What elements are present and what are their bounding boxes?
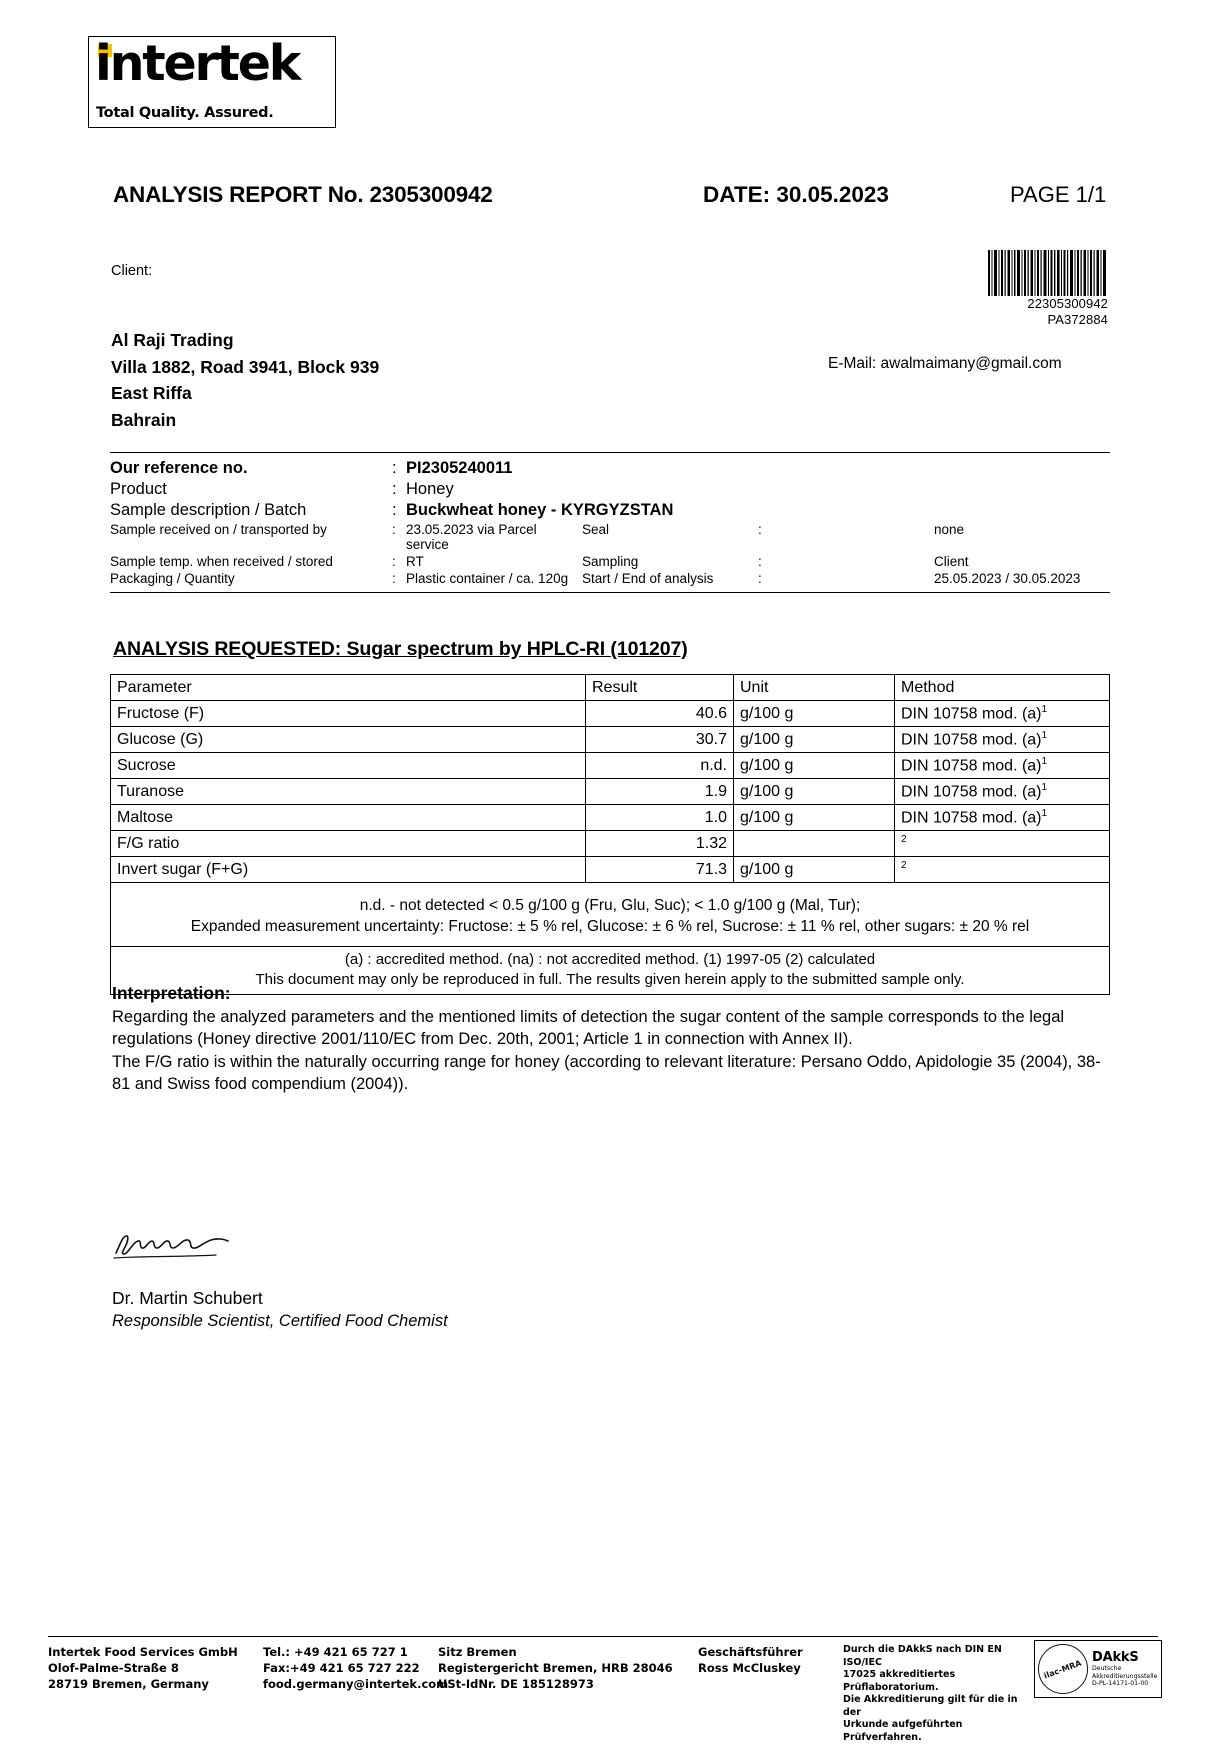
client-name: Al Raji Trading — [111, 330, 234, 350]
sampling-label: Sampling — [582, 554, 639, 569]
footer-registration — [438, 1644, 698, 1744]
footer-contact — [263, 1644, 449, 1744]
sample-description-value: Buckwheat honey - KYRGYZSTAN — [406, 501, 674, 519]
footer-company-street: Olof-Palme-Straße 8 — [48, 1661, 179, 1675]
footer-fax: Fax:+49 421 65 727 222 — [263, 1661, 420, 1675]
report-date: DATE: 30.05.2023 — [703, 182, 889, 207]
client-label: Client: — [111, 263, 153, 279]
row-method-sup: 2 — [901, 859, 907, 871]
footer-accreditation-text — [843, 1644, 1018, 1744]
interpretation-paragraph-1: Regarding the analyzed parameters and the mentioned limits of detection the sugar content of the sample corresponds to the legal regulations (Honey directive 2001/110/EC from Dec. 20th, 2001; Article 1 in connection with Annex II). — [112, 1008, 1065, 1049]
barcode-block — [988, 250, 1108, 328]
ilac-mra-icon — [1038, 1644, 1088, 1694]
seal-value: none — [934, 522, 965, 537]
interpretation-title: Interpretation: — [112, 983, 231, 1003]
row-method-sup: 1 — [1041, 729, 1048, 741]
footer-tel: Tel.: +49 421 65 727 1 — [263, 1645, 408, 1659]
packaging-value: Plastic container / ca. 120g — [406, 571, 569, 586]
page-footer — [48, 1644, 1163, 1744]
sample-description-label: Sample description / Batch — [110, 501, 307, 519]
note-methods: (a) : accredited method. (na) : not accredited method. (1) 1997-05 (2) calculated — [111, 946, 1109, 970]
colon-3: : — [392, 501, 397, 519]
footer-email[interactable]: food.germany@intertek.com — [263, 1677, 449, 1691]
table-row — [111, 779, 1110, 805]
temp-label: Sample temp. when received / stored — [110, 554, 333, 569]
row-parameter: Fructose (F) — [111, 701, 586, 727]
footer-accreditation-line3: Die Akkreditierung gilt für die in der — [843, 1694, 1018, 1718]
intertek-logo — [88, 36, 336, 128]
reference-table — [110, 458, 1110, 587]
colon-2: : — [392, 480, 397, 498]
row-method-text: DIN 10758 mod. (a) — [901, 731, 1042, 749]
column-header-result: Result — [586, 675, 734, 701]
results-notes — [110, 883, 1110, 995]
logo-wordmark: intertek — [95, 35, 300, 92]
row-parameter: Invert sugar (F+G) — [111, 857, 586, 883]
footer-accreditation-line2: 17025 akkreditiertes Prüflaboratorium. — [843, 1669, 956, 1693]
signature-image — [112, 1227, 232, 1265]
colon-6: : — [392, 554, 396, 569]
footer-register-court: Registergericht Bremen, HRB 28046 — [438, 1661, 673, 1675]
row-unit: g/100 g — [734, 753, 895, 779]
table-row — [111, 701, 1110, 727]
table-row — [111, 727, 1110, 753]
row-result: 1.0 — [586, 805, 734, 831]
client-country: Bahrain — [111, 409, 177, 430]
packaging-label: Packaging / Quantity — [110, 571, 235, 586]
row-unit: g/100 g — [734, 805, 895, 831]
row-result: 1.32 — [586, 831, 734, 857]
colon-8: : — [392, 571, 396, 586]
colon-7: : — [758, 554, 762, 569]
row-result: 30.7 — [586, 727, 734, 753]
row-result: 40.6 — [586, 701, 734, 727]
row-method-text: DIN 10758 mod. (a) — [901, 783, 1042, 801]
accreditation-logo-box — [1034, 1640, 1162, 1698]
row-unit: g/100 g — [734, 857, 895, 883]
colon-1: : — [392, 459, 397, 477]
divider-bottom — [110, 592, 1110, 593]
product-label: Product — [110, 480, 167, 498]
colon-4: : — [392, 522, 396, 537]
our-reference-label: Our reference no. — [110, 459, 248, 477]
divider-top — [110, 452, 1110, 453]
row-method — [895, 753, 1110, 779]
footer-management-label: Geschäftsführer — [698, 1645, 803, 1659]
row-method — [895, 779, 1110, 805]
note-detection-limit: n.d. - not detected < 0.5 g/100 g (Fru, Glu, Suc); < 1.0 g/100 g (Mal, Tur); — [359, 897, 861, 914]
row-method-sup: 1 — [1041, 807, 1048, 819]
row-result: 71.3 — [586, 857, 734, 883]
row-method-sup: 1 — [1041, 703, 1048, 715]
row-method — [895, 831, 1110, 857]
barcode-image — [988, 250, 1106, 296]
received-label: Sample received on / transported by — [110, 522, 327, 537]
page-number: PAGE 1/1 — [1010, 182, 1107, 207]
row-unit: g/100 g — [734, 727, 895, 753]
footer-company-name: Intertek Food Services GmbH — [48, 1645, 238, 1659]
footer-company-city: 28719 Bremen, Germany — [48, 1677, 209, 1691]
footer-vat-id: USt-IdNr. DE 185128973 — [438, 1677, 594, 1691]
footer-management — [698, 1644, 843, 1744]
client-address — [111, 327, 379, 433]
seal-label: Seal — [582, 522, 610, 537]
barcode-number: 22305300942 — [1027, 296, 1108, 311]
row-parameter: Turanose — [111, 779, 586, 805]
table-header-row — [111, 675, 1110, 701]
row-method — [895, 727, 1110, 753]
signatory-name: Dr. Martin Schubert — [112, 1288, 263, 1308]
row-method-sup: 2 — [901, 833, 907, 845]
footer-accreditation-line1: Durch die DAkkS nach DIN EN ISO/IEC — [843, 1644, 1002, 1668]
received-value: 23.05.2023 via Parcel service — [406, 522, 537, 552]
dakks-sub-line1: Deutsche — [1092, 1665, 1122, 1673]
logo-tagline: Total Quality. Assured. — [96, 105, 274, 121]
row-parameter: F/G ratio — [111, 831, 586, 857]
row-method — [895, 857, 1110, 883]
column-header-parameter: Parameter — [111, 675, 586, 701]
dakks-label: DAkkS — [1092, 1650, 1139, 1666]
row-unit: g/100 g — [734, 701, 895, 727]
footer-management-name: Ross McCluskey — [698, 1661, 801, 1675]
product-value: Honey — [406, 480, 454, 498]
column-header-unit: Unit — [734, 675, 895, 701]
row-unit — [734, 831, 895, 857]
row-method-sup: 1 — [1041, 755, 1048, 767]
dakks-logo — [1092, 1650, 1157, 1688]
row-parameter: Maltose — [111, 805, 586, 831]
client-email: E-Mail: awalmaimany@gmail.com — [828, 355, 1062, 372]
row-result: 1.9 — [586, 779, 734, 805]
barcode-sub-number: PA372884 — [1047, 312, 1108, 327]
sample-reference-block — [110, 452, 1110, 593]
signatory-role: Responsible Scientist, Certified Food Chemist — [112, 1312, 448, 1330]
row-method — [895, 701, 1110, 727]
results-table — [110, 674, 1110, 883]
our-reference-value: PI2305240011 — [406, 459, 513, 477]
client-address-line2: East Riffa — [111, 383, 192, 403]
row-parameter: Glucose (G) — [111, 727, 586, 753]
footer-divider — [48, 1636, 1158, 1637]
interpretation-body — [112, 1006, 1102, 1096]
reference-row-packaging — [110, 570, 1110, 587]
footer-seat: Sitz Bremen — [438, 1645, 517, 1659]
row-method-text: DIN 10758 mod. (a) — [901, 809, 1042, 827]
row-method — [895, 805, 1110, 831]
reference-row-temperature — [110, 553, 1110, 570]
analysis-period-label: Start / End of analysis — [582, 571, 714, 586]
column-header-method: Method — [895, 675, 1110, 701]
results-section — [110, 674, 1110, 995]
dakks-sub-line2: Akkreditierungsstelle — [1092, 1672, 1158, 1680]
table-row — [111, 805, 1110, 831]
client-address-line1: Villa 1882, Road 3941, Block 939 — [111, 356, 380, 377]
row-unit: g/100 g — [734, 779, 895, 805]
footer-company — [48, 1644, 263, 1744]
row-parameter: Sucrose — [111, 753, 586, 779]
dakks-sub-line3: D-PL-14171-01-00 — [1092, 1680, 1149, 1688]
reference-row-received — [110, 521, 1110, 553]
row-method-text: DIN 10758 mod. (a) — [901, 757, 1042, 775]
ilac-mra-label: ilac-MRA — [1043, 1658, 1083, 1680]
note-uncertainty: Expanded measurement uncertainty: Fructose: ± 5 % rel, Glucose: ± 6 % rel, Sucrose: ± 11 % rel, other sugars: ± 20 % rel — [190, 918, 1030, 935]
row-method-sup: 1 — [1041, 781, 1048, 793]
temp-value: RT — [406, 554, 424, 569]
row-result: n.d. — [586, 753, 734, 779]
note-reproduction: This document may only be reproduced in full. The results given herein apply to the submitted sample only. — [255, 971, 965, 988]
analysis-requested-heading: ANALYSIS REQUESTED: Sugar spectrum by HPLC-RI (101207) — [113, 638, 688, 660]
reference-row-sample-description — [110, 500, 1110, 521]
analysis-period-value: 25.05.2023 / 30.05.2023 — [934, 571, 1081, 586]
table-row — [111, 857, 1110, 883]
footer-accreditation-line4: Urkunde aufgeführten Prüfverfahren. — [843, 1719, 963, 1743]
page-title: ANALYSIS REPORT No. 2305300942 — [113, 182, 493, 207]
sampling-value: Client — [934, 554, 969, 569]
report-header — [110, 182, 1110, 212]
reference-row-our-reference — [110, 458, 1110, 479]
row-method-text: DIN 10758 mod. (a) — [901, 705, 1042, 723]
colon-5: : — [758, 522, 762, 537]
table-row — [111, 831, 1110, 857]
reference-row-product — [110, 479, 1110, 500]
colon-9: : — [758, 571, 762, 586]
table-row — [111, 753, 1110, 779]
interpretation-paragraph-2: The F/G ratio is within the naturally occurring range for honey (according to relevant literature: Persano Oddo, Apidologie 35 (2004), 38-81 and Swiss food compendium (2004)). — [112, 1052, 1101, 1094]
